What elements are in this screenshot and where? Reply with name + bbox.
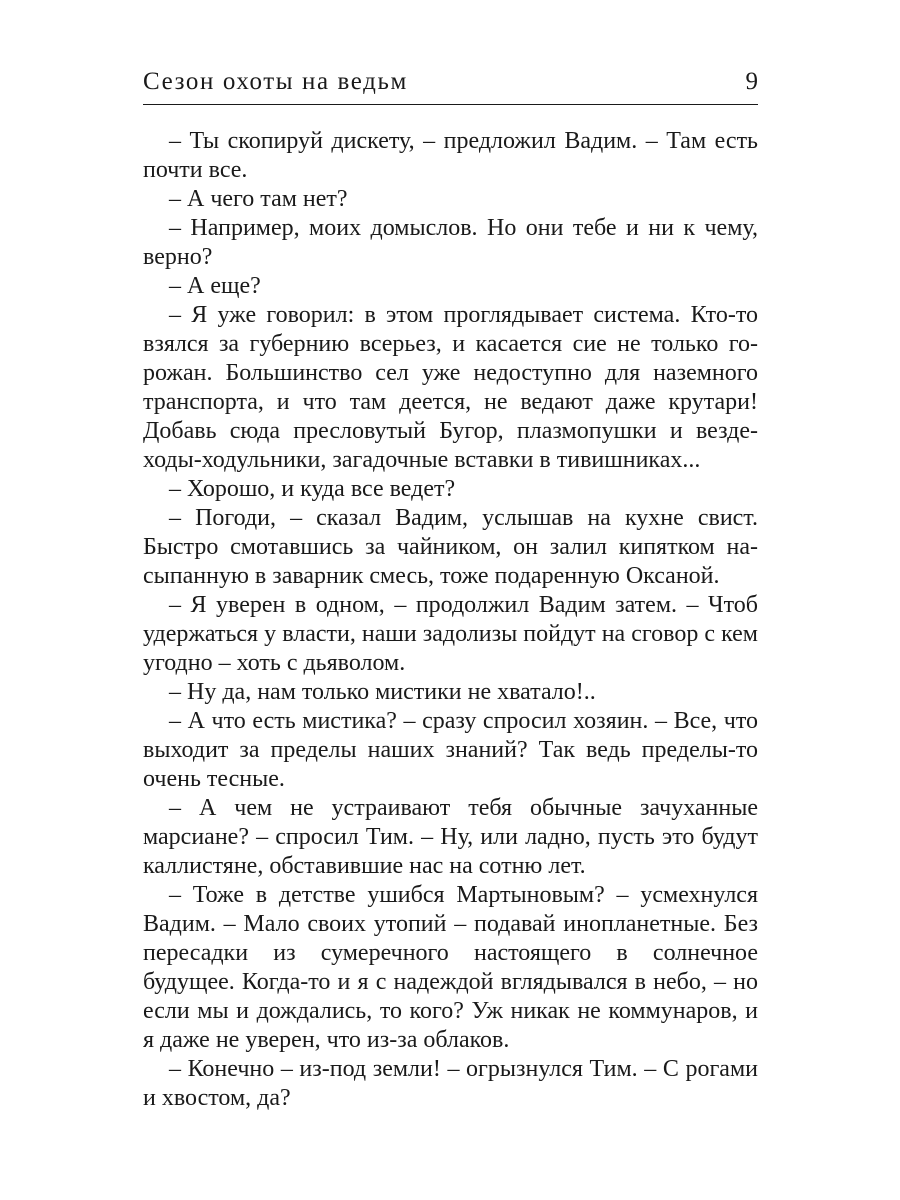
paragraph: – Я уверен в одном, – продолжил Вадим затем. – Чтоб удержаться у власти, наши задолизы пойдут на сговор с кем угодно – хоть с дьяволом. (143, 592, 758, 676)
paragraph: – Погоди, – сказал Вадим, услышав на кухне свист. Быстро смотавшись за чайником, он залил кипятком насыпанную в заварник смесь, тоже подаренную Оксаной. (143, 505, 758, 589)
paragraph: – Например, моих домыслов. Но они тебе и ни к чему, верно? (143, 215, 758, 270)
body-text (143, 127, 758, 1113)
paragraph: – А что есть мистика? – сразу спросил хозяин. – Все, что выходит за пределы наших знаний? Так ведь пределы-то очень тесные. (143, 708, 758, 792)
paragraph: – Ну да, нам только мистики не хватало!.. (169, 679, 596, 705)
page-header (143, 64, 758, 105)
paragraph: – А чего там нет? (169, 186, 348, 212)
paragraph: – А еще? (169, 273, 261, 299)
paragraph: – Ты скопируй дискету, – предложил Вадим. – Там есть почти все. (143, 128, 758, 183)
paragraph: – Конечно – из-под земли! – огрызнулся Тим. – С рогами и хвостом, да? (143, 1056, 758, 1111)
paragraph: – Я уже говорил: в этом проглядывает система. Кто-то взялся за губернию всерьез, и касается сие не только горожан. Большинство сел уже недоступно для наземного транспорта, и что там деется, не ведают даже крутари! Добавь сюда пресловутый Бугор, плазмопушки и вездеходы-ходульники, загадочные вставки в тивишниках... (143, 302, 758, 473)
running-title: Сезон охоты на ведьм (143, 68, 408, 95)
paragraph: – Хорошо, и куда все ведет? (169, 476, 456, 502)
page-number: 9 (745, 68, 758, 95)
paragraph: – А чем не устраивают тебя обычные зачуханные марсиане? – спросил Тим. – Ну, или ладно, пусть это будут каллистяне, обставившие нас на сотню лет. (143, 795, 758, 879)
paragraph: – Тоже в детстве ушибся Мартыновым? – усмехнулся Вадим. – Мало своих утопий – подавай инопланетные. Без пересадки из сумеречного настоящего в солнечное будущее. Когда-то и я с надеждой вглядывался в небо, – но если мы и дождались, то кого? Уж никак не коммунаров, и я даже не уверен, что из-за облаков. (143, 882, 758, 1053)
